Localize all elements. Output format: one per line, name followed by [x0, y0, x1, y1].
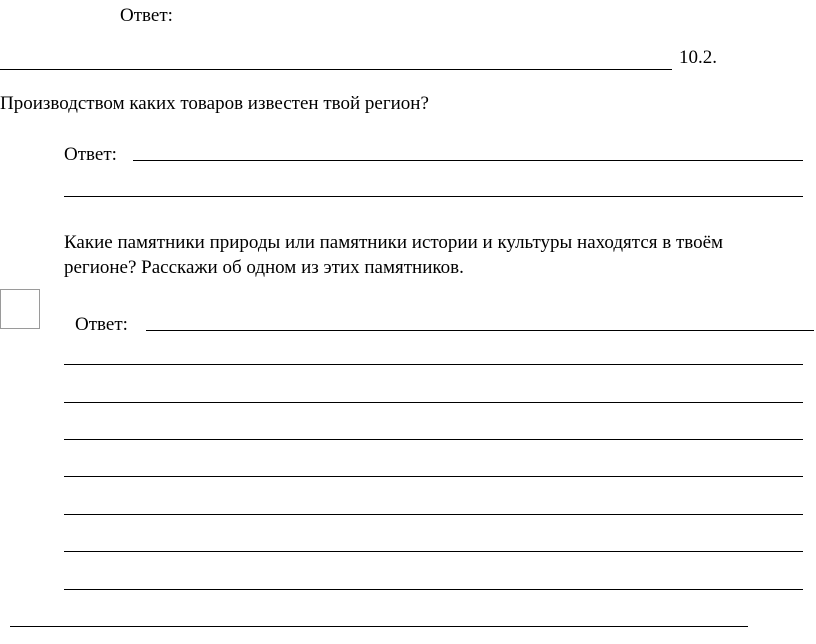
answer-2-line-8[interactable]: [64, 589, 803, 590]
question-1-text: Производством каких товаров известен твой регион?: [0, 93, 429, 114]
answer-2-line-5[interactable]: [64, 476, 803, 477]
answer-line-top[interactable]: [0, 69, 672, 70]
question-number: 10.2.: [679, 47, 717, 68]
score-box[interactable]: [0, 289, 40, 329]
answer-2-line-2[interactable]: [64, 364, 803, 365]
answer-2-line-3[interactable]: [64, 402, 803, 403]
answer-2-line-1[interactable]: [146, 330, 814, 331]
answer-2-line-4[interactable]: [64, 439, 803, 440]
answer-1-line-1[interactable]: [133, 160, 803, 161]
answer-2-line-7[interactable]: [64, 551, 803, 552]
question-2-text-line-1: Какие памятники природы или памятники истории и культуры находятся в твоём: [64, 232, 724, 253]
bottom-separator-line: [10, 626, 748, 627]
question-2-text-line-2: регионе? Расскажи об одном из этих памятников.: [64, 257, 464, 278]
answer-label-top: Ответ:: [120, 5, 173, 26]
answer-2-line-6[interactable]: [64, 514, 803, 515]
answer-label-2: Ответ:: [75, 314, 128, 335]
answer-1-line-2[interactable]: [64, 196, 803, 197]
answer-label-1: Ответ:: [64, 144, 117, 165]
